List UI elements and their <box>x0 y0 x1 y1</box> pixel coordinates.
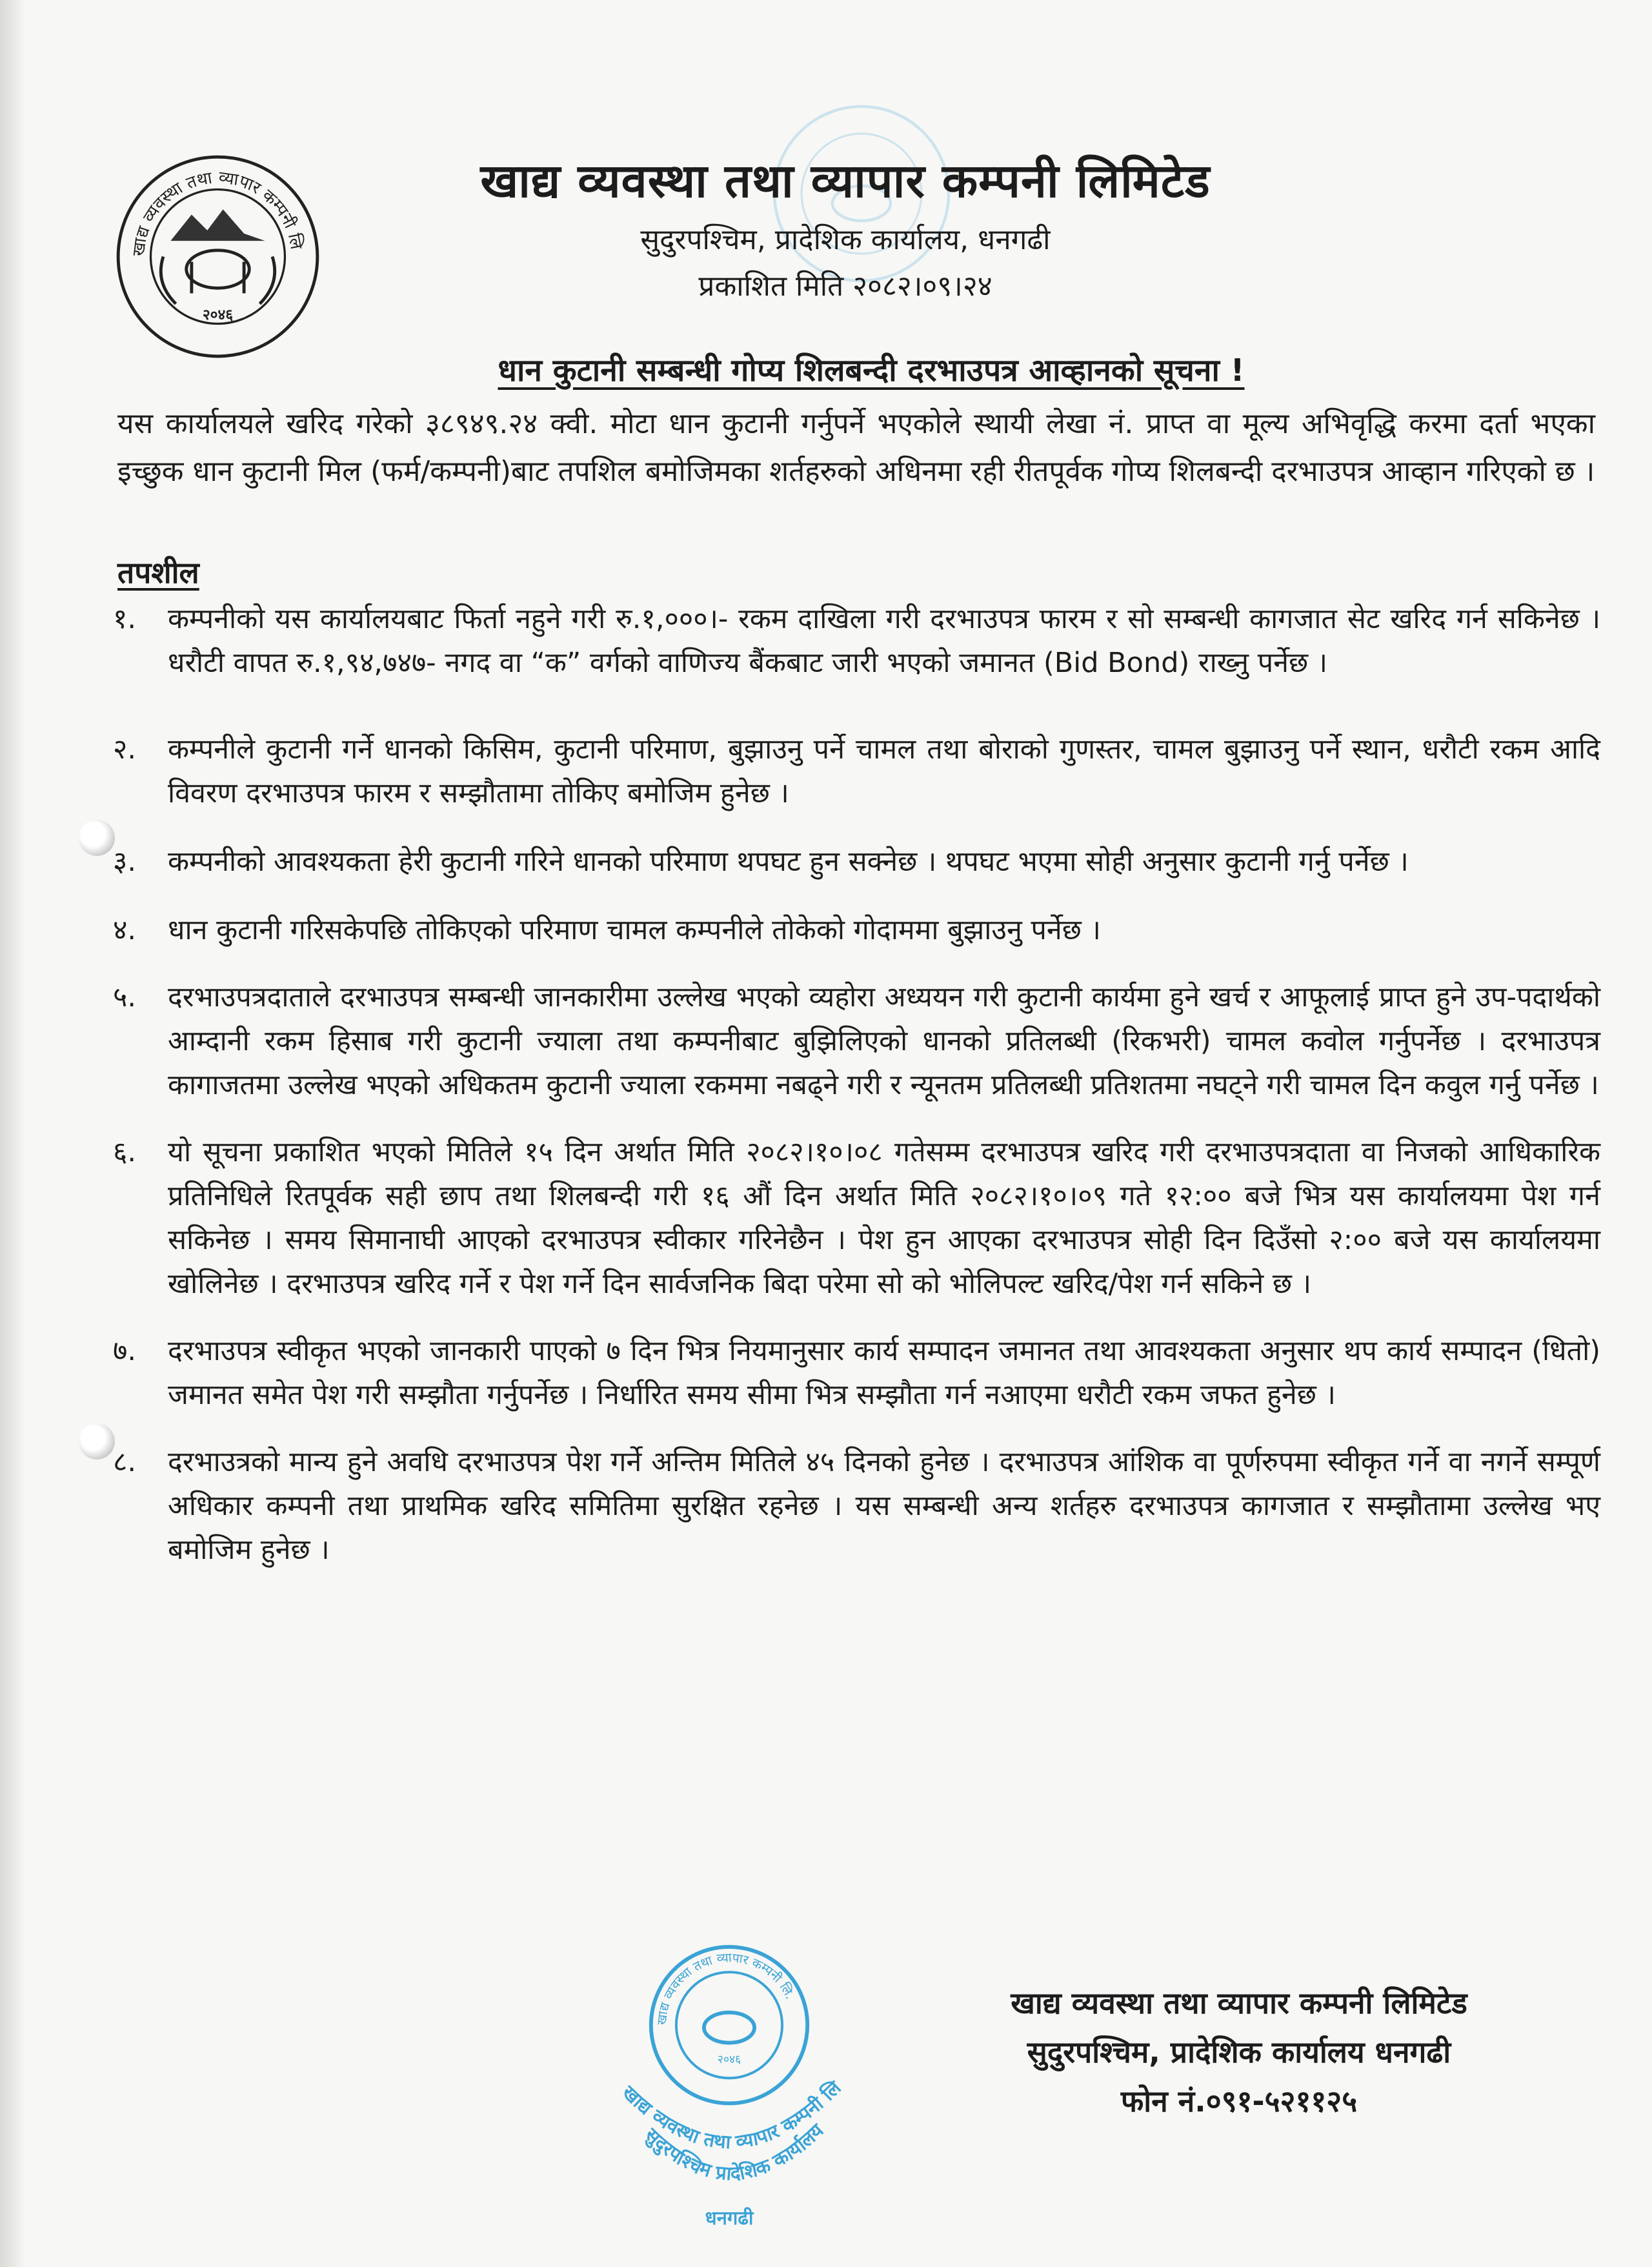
clause-text: दरभाउपत्र स्वीकृत भएको जानकारी पाएको ७ दिन भित्र नियमानुसार कार्य सम्पादन जमानत तथा आवश्यकता अनुसार थप कार्य सम्पादन (धितो) जमानत समेत पेश गरी सम्झौता गर्नुपर्नेछ । निर्धारित समय सीमा भित्र सम्झौता गर्न नआएमा धरौटी रकम जफत हुनेछ । <box>168 1335 1600 1411</box>
clause-text: दरभाउत्रको मान्य हुने अवधि दरभाउपत्र पेश गर्ने अन्तिम मितिले ४५ दिनको हुनेछ । दरभाउपत्र आंशिक वा पूर्णरुपमा स्वीकृत गर्ने वा नगर्ने सम्पूर्ण अधिकार कम्पनी तथा प्राथमिक खरिद समितिमा सुरक्षित रहनेछ । यस सम्बन्धी अन्य शर्तहरु दरभाउपत्र कागजात र सम्झौतामा उल्लेख भए बमोजिम हुनेछ । <box>168 1446 1600 1566</box>
notice-title: धान कुटानी सम्बन्धी गोप्य शिलबन्दी दरभाउपत्र आव्हानको सूचना ! <box>498 352 1245 389</box>
org-title: खाद्य व्यवस्था तथा व्यापार कम्पनी लिमिटेड <box>480 154 1211 208</box>
clause-number: ३. <box>113 846 137 878</box>
clause-text: कम्पनीको यस कार्यालयबाट फिर्ता नहुने गरी रु.१,०००।- रकम दाखिला गरी दरभाउपत्र फारम र सो सम्बन्धी कागजात सेट खरिद गर्न सकिनेछ । धरौटी वापत रु.१,९४,७४७- नगद वा “क” वर्गको वाणिज्य बैंकबाट जारी भएको जमानत (Bid Bond) राख्नु पर्नेछ । <box>168 603 1600 679</box>
clause-text: कम्पनीको आवश्यकता हेरी कुटानी गरिने धानको परिमाण थपघट हुन सक्नेछ । थपघट भएमा सोही अनुसार कुटानी गर्नु पर्नेछ । <box>168 846 1409 878</box>
clause-text: कम्पनीले कुटानी गर्ने धानको किसिम, कुटानी परिमाण, बुझाउनु पर्ने चामल तथा बोराको गुणस्तर, चामल बुझाउनु पर्ने स्थान, धरौटी रकम आदि विवरण दरभाउपत्र फारम र सम्झौतामा तोकिए बमोजिम हुनेछ । <box>168 733 1600 809</box>
stamp-line-company: खाद्य व्यवस्था तथा व्यापार कम्पनी लि <box>618 2077 845 2153</box>
clause-number: २. <box>113 733 137 766</box>
clause-number: ४. <box>113 914 137 946</box>
letterhead <box>361 148 1329 310</box>
clause-number: १. <box>113 603 137 635</box>
details-heading: तपशील <box>117 555 199 590</box>
clause-text: यो सूचना प्रकाशित भएको मितिले १५ दिन अर्थात मिति २०८२।१०।०८ गतेसम्म दरभाउपत्र खरिद गरी दरभाउपत्रदाता वा निजको आधिकारिक प्रतिनिधिले रितपूर्वक सही छाप तथा शिलबन्दी गरी १६ औं दिन अर्थात मिति २०८२।१०।०९ गते १२:०० बजे भित्र यस कार्यालयमा पेश गर्न सकिनेछ । समय सिमानाघी आएको दरभाउपत्र स्वीकार गरिनेछैन । पेश हुन आएका दरभाउपत्र सोही दिन दिउँसो २:०० बजे यस कार्यालयमा खोलिनेछ । दरभाउपत्र खरिद गर्ने र पेश गर्ने दिन सार्वजनिक बिदा परेमा सो को भोलिपल्ट खरिद/पेश गर्न सकिने छ । <box>168 1136 1600 1300</box>
office-address: सुदुरपश्चिम, प्रादेशिक कार्यालय, धनगढी <box>640 223 1051 256</box>
stamp-line-city: धनगढी <box>705 2207 754 2230</box>
clause-list <box>106 597 1600 1572</box>
clause-text: दरभाउपत्रदाताले दरभाउपत्र सम्बन्धी जानकारीमा उल्लेख भएको व्यहोरा अध्ययन गरी कुटानी कार्यमा हुने खर्च र आफूलाई प्राप्त हुने उप-पदार्थको आम्दानी रकम हिसाब गरी कुटानी ज्याला तथा कम्पनीबाट बुझिलिएको धानको प्रतिलब्धी (रिकभरी) चामल कवोल गर्नुपर्नेछ । दरभाउपत्र कागाजतमा उल्लेख भएको अधिकतम कुटानी ज्याला रकममा नबढ्ने गरी र न्यूनतम प्रतिलब्धी प्रतिशतमा नघट्ने गरी चामल दिन कवुल गर्नु पर्नेछ । <box>168 981 1600 1101</box>
clause-item <box>106 1440 1600 1572</box>
stamp-year: २०४६ <box>717 2053 741 2066</box>
logo-seal-graphic <box>113 152 323 361</box>
clause-item <box>106 908 1600 952</box>
published-date: प्रकाशित मिति २०८२।०९।२४ <box>698 270 992 303</box>
footer-phone: फोन नं.०९१-५२११२५ <box>1120 2084 1358 2119</box>
clause-item <box>106 1329 1600 1417</box>
svg-text:खाद्य व्यवस्था तथा व्यापार कम् <box>590 1937 846 2153</box>
clause-number: ७. <box>113 1335 137 1367</box>
clause-item <box>106 840 1600 884</box>
page-edge-shadow <box>0 0 26 2267</box>
clause-item <box>106 727 1600 815</box>
clause-text: धान कुटानी गरिसकेपछि तोकिएको परिमाण चामल कम्पनीले तोकेको गोदाममा बुझाउनु पर्नेछ । <box>168 914 1101 946</box>
footer-office: सुदुरपश्चिम, प्रादेशिक कार्यालय धनगढी <box>1027 2035 1451 2069</box>
clause-item <box>106 1130 1600 1306</box>
footer-org-name: खाद्य व्यवस्था तथा व्यापार कम्पनी लिमिटेड <box>1011 1986 1467 2020</box>
punch-hole <box>79 1423 115 1459</box>
logo-ring-text: खाद्य व्यवस्था तथा व्यापार कम्पनी लि <box>129 167 307 258</box>
clause-number: ८. <box>113 1446 137 1478</box>
logo-year: २०४६ <box>202 307 234 323</box>
stamp-ring-text: खाद्य व्यवस्था तथा व्यापार कम्पनी लि. <box>654 1949 798 2026</box>
svg-text:खाद्य व्यवस्था तथा व्यापार कम् <box>113 152 307 257</box>
office-stamp <box>590 1937 868 2240</box>
clause-item <box>106 597 1600 685</box>
office-stamp-graphic <box>590 1937 868 2240</box>
company-logo-seal <box>113 152 323 361</box>
punch-hole <box>79 820 115 856</box>
stamp-line-office: सुदुरपश्चिम प्रादेशिक कार्यालय <box>641 2119 828 2185</box>
clause-item <box>106 975 1600 1107</box>
signature-block <box>916 1978 1562 2126</box>
clause-number: ६. <box>113 1136 137 1168</box>
clause-number: ५. <box>113 981 137 1013</box>
intro-paragraph: यस कार्यालयले खरिद गरेको ३८९४९.२४ क्वी. मोटा धान कुटानी गर्नुपर्ने भएकोले स्थायी लेखा नं. प्राप्त वा मूल्य अभिवृद्धि करमा दर्ता भएका इच्छुक धान कुटानी मिल (फर्म/कम्पनी)बाट तपशिल बमोजिमका शर्तहरुको अधिनमा रही रीतपूर्वक गोप्य शिलबन्दी दरभाउपत्र आव्हान गरिएको छ । <box>117 407 1595 488</box>
